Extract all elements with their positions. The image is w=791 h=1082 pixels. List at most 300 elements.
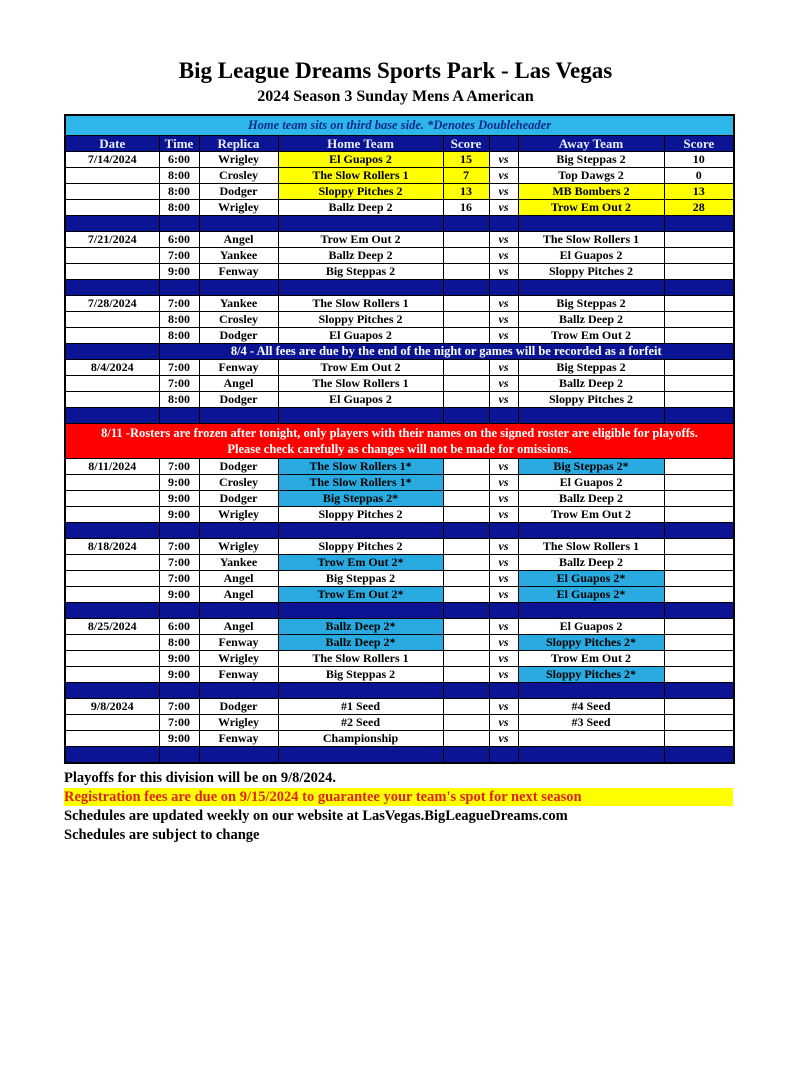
away-team-cell: Big Steppas 2* bbox=[518, 459, 664, 475]
time-cell: 9:00 bbox=[159, 651, 199, 667]
fees-banner-text: 8/4 - All fees are due by the end of the night or games will be recorded as a forfeit bbox=[159, 344, 734, 360]
home-score-cell bbox=[443, 475, 489, 491]
vs-cell: vs bbox=[489, 264, 518, 280]
replica-cell: Fenway bbox=[199, 667, 278, 683]
time-cell: 9:00 bbox=[159, 264, 199, 280]
date-cell: 7/14/2024 bbox=[65, 152, 159, 168]
home-team-cell: #1 Seed bbox=[278, 699, 443, 715]
date-cell bbox=[65, 376, 159, 392]
date-cell bbox=[65, 507, 159, 523]
home-team-cell: The Slow Rollers 1 bbox=[278, 168, 443, 184]
game-row bbox=[65, 587, 734, 603]
separator-cell bbox=[443, 216, 489, 232]
separator-cell bbox=[518, 216, 664, 232]
game-row bbox=[65, 312, 734, 328]
home-team-cell: Sloppy Pitches 2 bbox=[278, 507, 443, 523]
home-score-cell bbox=[443, 376, 489, 392]
separator-row bbox=[65, 603, 734, 619]
vs-cell: vs bbox=[489, 635, 518, 651]
home-score-cell bbox=[443, 392, 489, 408]
home-team-cell: #2 Seed bbox=[278, 715, 443, 731]
vs-cell: vs bbox=[489, 200, 518, 216]
date-cell bbox=[65, 651, 159, 667]
away-score-cell: 10 bbox=[664, 152, 734, 168]
replica-cell: Fenway bbox=[199, 635, 278, 651]
away-team-cell: Big Steppas 2 bbox=[518, 296, 664, 312]
away-team-cell: The Slow Rollers 1 bbox=[518, 539, 664, 555]
separator-cell bbox=[65, 408, 159, 424]
date-cell: 9/8/2024 bbox=[65, 699, 159, 715]
game-row bbox=[65, 475, 734, 491]
header-row bbox=[65, 136, 734, 152]
game-row bbox=[65, 699, 734, 715]
home-team-cell: Trow Em Out 2* bbox=[278, 587, 443, 603]
separator-cell bbox=[199, 216, 278, 232]
away-score-cell bbox=[664, 328, 734, 344]
away-team-cell: Big Steppas 2 bbox=[518, 360, 664, 376]
home-score-cell bbox=[443, 587, 489, 603]
time-cell: 9:00 bbox=[159, 667, 199, 683]
home-team-cell: El Guapos 2 bbox=[278, 152, 443, 168]
replica-cell: Dodger bbox=[199, 699, 278, 715]
away-team-cell: #3 Seed bbox=[518, 715, 664, 731]
away-team-cell: Sloppy Pitches 2 bbox=[518, 264, 664, 280]
separator-cell bbox=[278, 216, 443, 232]
home-team-cell: Sloppy Pitches 2 bbox=[278, 184, 443, 200]
separator-cell bbox=[199, 523, 278, 539]
replica-cell: Wrigley bbox=[199, 200, 278, 216]
vs-cell: vs bbox=[489, 619, 518, 635]
separator-cell bbox=[65, 683, 159, 699]
vs-cell: vs bbox=[489, 312, 518, 328]
replica-cell: Dodger bbox=[199, 328, 278, 344]
separator-cell bbox=[159, 683, 199, 699]
playoffs-note: Playoffs for this division will be on 9/8/2024. bbox=[64, 770, 337, 786]
time-cell: 8:00 bbox=[159, 328, 199, 344]
game-row bbox=[65, 731, 734, 747]
date-cell bbox=[65, 475, 159, 491]
vs-cell: vs bbox=[489, 507, 518, 523]
separator-cell bbox=[489, 280, 518, 296]
vs-cell: vs bbox=[489, 587, 518, 603]
home-team-cell: El Guapos 2 bbox=[278, 328, 443, 344]
vs-cell: vs bbox=[489, 491, 518, 507]
date-cell: 8/25/2024 bbox=[65, 619, 159, 635]
away-team-cell: Sloppy Pitches 2 bbox=[518, 392, 664, 408]
away-team-cell: Sloppy Pitches 2* bbox=[518, 635, 664, 651]
replica-cell: Angel bbox=[199, 232, 278, 248]
away-score-cell bbox=[664, 667, 734, 683]
home-score-cell bbox=[443, 651, 489, 667]
away-score-cell bbox=[664, 392, 734, 408]
away-score-cell bbox=[664, 491, 734, 507]
fees-banner-row bbox=[65, 344, 734, 360]
separator-cell bbox=[65, 523, 159, 539]
home-score-cell bbox=[443, 328, 489, 344]
vs-cell: vs bbox=[489, 232, 518, 248]
time-cell: 8:00 bbox=[159, 184, 199, 200]
vs-cell: vs bbox=[489, 539, 518, 555]
away-team-cell: The Slow Rollers 1 bbox=[518, 232, 664, 248]
away-score-cell: 28 bbox=[664, 200, 734, 216]
separator-cell bbox=[518, 280, 664, 296]
game-row bbox=[65, 667, 734, 683]
home-score-cell bbox=[443, 731, 489, 747]
date-cell: 8/18/2024 bbox=[65, 539, 159, 555]
home-team-cell: Big Steppas 2* bbox=[278, 491, 443, 507]
vs-cell: vs bbox=[489, 459, 518, 475]
home-score-cell: 7 bbox=[443, 168, 489, 184]
vs-cell: vs bbox=[489, 296, 518, 312]
date-cell bbox=[65, 555, 159, 571]
game-row bbox=[65, 619, 734, 635]
home-team-cell: Trow Em Out 2 bbox=[278, 232, 443, 248]
home-team-cell: The Slow Rollers 1* bbox=[278, 459, 443, 475]
home-score-cell bbox=[443, 248, 489, 264]
time-cell: 8:00 bbox=[159, 392, 199, 408]
time-cell: 7:00 bbox=[159, 360, 199, 376]
roster-banner-line: Please check carefully as changes will not be made for omissions. bbox=[227, 442, 572, 456]
page-title: Big League Dreams Sports Park - Las Vegas bbox=[178, 58, 613, 83]
away-score-cell bbox=[664, 312, 734, 328]
column-header-3: Replica bbox=[199, 136, 278, 152]
column-header-1: Date bbox=[65, 136, 159, 152]
separator-cell bbox=[65, 603, 159, 619]
home-team-cell: Trow Em Out 2 bbox=[278, 360, 443, 376]
time-cell: 8:00 bbox=[159, 200, 199, 216]
replica-cell: Fenway bbox=[199, 360, 278, 376]
away-score-cell bbox=[664, 232, 734, 248]
separator-cell bbox=[489, 216, 518, 232]
game-row bbox=[65, 491, 734, 507]
separator-cell bbox=[199, 747, 278, 764]
home-team-cell: The Slow Rollers 1 bbox=[278, 376, 443, 392]
home-score-cell bbox=[443, 312, 489, 328]
replica-cell: Fenway bbox=[199, 264, 278, 280]
away-team-cell: Trow Em Out 2 bbox=[518, 507, 664, 523]
home-score-cell bbox=[443, 555, 489, 571]
home-team-cell: The Slow Rollers 1* bbox=[278, 475, 443, 491]
date-cell bbox=[65, 715, 159, 731]
date-cell bbox=[65, 184, 159, 200]
time-cell: 7:00 bbox=[159, 459, 199, 475]
replica-cell: Crosley bbox=[199, 475, 278, 491]
page-subtitle: 2024 Season 3 Sunday Mens A American bbox=[257, 88, 534, 105]
home-score-cell bbox=[443, 635, 489, 651]
home-team-cell: Ballz Deep 2* bbox=[278, 635, 443, 651]
separator-row bbox=[65, 683, 734, 699]
date-cell bbox=[65, 571, 159, 587]
separator-cell bbox=[443, 408, 489, 424]
away-team-cell: Ballz Deep 2 bbox=[518, 491, 664, 507]
replica-cell: Wrigley bbox=[199, 152, 278, 168]
separator-cell bbox=[159, 216, 199, 232]
time-cell: 6:00 bbox=[159, 232, 199, 248]
home-team-cell: Big Steppas 2 bbox=[278, 571, 443, 587]
separator-cell bbox=[518, 408, 664, 424]
game-row bbox=[65, 360, 734, 376]
registration-note: Registration fees are due on 9/15/2024 to guarantee your team's spot for next season bbox=[64, 788, 733, 806]
time-cell: 7:00 bbox=[159, 699, 199, 715]
separator-cell bbox=[443, 603, 489, 619]
separator-cell bbox=[489, 408, 518, 424]
home-score-cell bbox=[443, 296, 489, 312]
home-score-cell bbox=[443, 232, 489, 248]
replica-cell: Dodger bbox=[199, 392, 278, 408]
game-row bbox=[65, 152, 734, 168]
separator-cell bbox=[664, 408, 734, 424]
home-score-cell bbox=[443, 507, 489, 523]
game-row bbox=[65, 392, 734, 408]
fees-banner-date-cell bbox=[65, 344, 159, 360]
date-cell: 8/11/2024 bbox=[65, 459, 159, 475]
date-cell bbox=[65, 168, 159, 184]
separator-cell bbox=[443, 683, 489, 699]
separator-cell bbox=[664, 603, 734, 619]
home-score-cell bbox=[443, 459, 489, 475]
away-team-cell: Ballz Deep 2 bbox=[518, 555, 664, 571]
game-row bbox=[65, 715, 734, 731]
separator-row bbox=[65, 747, 734, 764]
time-cell: 8:00 bbox=[159, 635, 199, 651]
vs-cell: vs bbox=[489, 184, 518, 200]
away-score-cell bbox=[664, 587, 734, 603]
separator-cell bbox=[278, 747, 443, 764]
time-cell: 9:00 bbox=[159, 475, 199, 491]
game-row bbox=[65, 264, 734, 280]
away-team-cell: Trow Em Out 2 bbox=[518, 328, 664, 344]
column-header-2: Time bbox=[159, 136, 199, 152]
time-cell: 7:00 bbox=[159, 571, 199, 587]
home-team-cell: Sloppy Pitches 2 bbox=[278, 539, 443, 555]
home-score-cell bbox=[443, 264, 489, 280]
away-team-cell bbox=[518, 731, 664, 747]
away-team-cell: Sloppy Pitches 2* bbox=[518, 667, 664, 683]
away-team-cell: El Guapos 2 bbox=[518, 475, 664, 491]
date-cell bbox=[65, 491, 159, 507]
away-score-cell bbox=[664, 248, 734, 264]
column-header-8: Score bbox=[664, 136, 734, 152]
column-header-4: Home Team bbox=[278, 136, 443, 152]
game-row bbox=[65, 571, 734, 587]
away-team-cell: Ballz Deep 2 bbox=[518, 376, 664, 392]
game-row bbox=[65, 651, 734, 667]
vs-cell: vs bbox=[489, 651, 518, 667]
separator-cell bbox=[159, 747, 199, 764]
away-team-cell: Big Steppas 2 bbox=[518, 152, 664, 168]
away-score-cell: 0 bbox=[664, 168, 734, 184]
separator-cell bbox=[443, 280, 489, 296]
date-cell bbox=[65, 392, 159, 408]
replica-cell: Yankee bbox=[199, 296, 278, 312]
vs-cell: vs bbox=[489, 699, 518, 715]
home-score-cell bbox=[443, 571, 489, 587]
home-team-cell: The Slow Rollers 1 bbox=[278, 651, 443, 667]
home-team-cell: Big Steppas 2 bbox=[278, 264, 443, 280]
separator-cell bbox=[518, 523, 664, 539]
home-team-cell: Ballz Deep 2 bbox=[278, 200, 443, 216]
time-cell: 9:00 bbox=[159, 731, 199, 747]
website-note: Schedules are updated weekly on our website at LasVegas.BigLeagueDreams.com bbox=[64, 808, 568, 824]
column-header-5: Score bbox=[443, 136, 489, 152]
separator-cell bbox=[664, 747, 734, 764]
separator-cell bbox=[159, 280, 199, 296]
away-score-cell bbox=[664, 475, 734, 491]
home-team-cell: Big Steppas 2 bbox=[278, 667, 443, 683]
separator-cell bbox=[159, 408, 199, 424]
vs-cell: vs bbox=[489, 555, 518, 571]
date-cell bbox=[65, 200, 159, 216]
separator-cell bbox=[518, 683, 664, 699]
schedule-table bbox=[64, 114, 735, 764]
time-cell: 7:00 bbox=[159, 555, 199, 571]
replica-cell: Wrigley bbox=[199, 507, 278, 523]
date-cell bbox=[65, 587, 159, 603]
footer-notes bbox=[64, 769, 733, 844]
home-team-cell: El Guapos 2 bbox=[278, 392, 443, 408]
vs-cell: vs bbox=[489, 392, 518, 408]
date-cell: 7/21/2024 bbox=[65, 232, 159, 248]
away-team-cell: Ballz Deep 2 bbox=[518, 312, 664, 328]
time-cell: 9:00 bbox=[159, 491, 199, 507]
replica-cell: Wrigley bbox=[199, 539, 278, 555]
separator-cell bbox=[278, 523, 443, 539]
separator-row bbox=[65, 523, 734, 539]
time-cell: 7:00 bbox=[159, 296, 199, 312]
change-note: Schedules are subject to change bbox=[64, 827, 260, 843]
separator-cell bbox=[664, 523, 734, 539]
home-team-cell: Ballz Deep 2* bbox=[278, 619, 443, 635]
home-score-cell bbox=[443, 360, 489, 376]
vs-cell: vs bbox=[489, 667, 518, 683]
away-score-cell bbox=[664, 555, 734, 571]
separator-cell bbox=[199, 408, 278, 424]
separator-row bbox=[65, 408, 734, 424]
game-row bbox=[65, 539, 734, 555]
separator-cell bbox=[65, 216, 159, 232]
away-score-cell bbox=[664, 635, 734, 651]
separator-cell bbox=[489, 747, 518, 764]
away-score-cell bbox=[664, 715, 734, 731]
time-cell: 6:00 bbox=[159, 152, 199, 168]
time-cell: 7:00 bbox=[159, 248, 199, 264]
separator-cell bbox=[443, 747, 489, 764]
away-score-cell bbox=[664, 699, 734, 715]
separator-cell bbox=[518, 747, 664, 764]
away-team-cell: #4 Seed bbox=[518, 699, 664, 715]
separator-cell bbox=[199, 603, 278, 619]
home-score-cell: 15 bbox=[443, 152, 489, 168]
vs-cell: vs bbox=[489, 168, 518, 184]
home-score-cell: 13 bbox=[443, 184, 489, 200]
replica-cell: Crosley bbox=[199, 312, 278, 328]
separator-cell bbox=[664, 280, 734, 296]
date-cell bbox=[65, 248, 159, 264]
separator-cell bbox=[159, 603, 199, 619]
separator-cell bbox=[518, 603, 664, 619]
away-score-cell bbox=[664, 376, 734, 392]
separator-cell bbox=[278, 603, 443, 619]
date-cell bbox=[65, 312, 159, 328]
away-team-cell: El Guapos 2* bbox=[518, 587, 664, 603]
away-score-cell bbox=[664, 619, 734, 635]
time-cell: 9:00 bbox=[159, 507, 199, 523]
vs-cell: vs bbox=[489, 475, 518, 491]
date-cell bbox=[65, 731, 159, 747]
replica-cell: Dodger bbox=[199, 184, 278, 200]
separator-row bbox=[65, 280, 734, 296]
game-row bbox=[65, 232, 734, 248]
separator-cell bbox=[489, 523, 518, 539]
separator-cell bbox=[278, 683, 443, 699]
roster-banner-text bbox=[65, 424, 734, 459]
home-score-cell: 16 bbox=[443, 200, 489, 216]
away-team-cell: El Guapos 2 bbox=[518, 619, 664, 635]
game-row bbox=[65, 184, 734, 200]
home-score-cell bbox=[443, 539, 489, 555]
home-score-cell bbox=[443, 491, 489, 507]
away-score-cell bbox=[664, 539, 734, 555]
table-note-banner bbox=[65, 115, 734, 136]
vs-cell: vs bbox=[489, 152, 518, 168]
separator-cell bbox=[159, 523, 199, 539]
home-score-cell bbox=[443, 715, 489, 731]
replica-cell: Wrigley bbox=[199, 651, 278, 667]
replica-cell: Yankee bbox=[199, 555, 278, 571]
replica-cell: Wrigley bbox=[199, 715, 278, 731]
column-header-6 bbox=[489, 136, 518, 152]
away-score-cell bbox=[664, 360, 734, 376]
date-cell bbox=[65, 264, 159, 280]
game-row bbox=[65, 328, 734, 344]
separator-cell bbox=[65, 280, 159, 296]
replica-cell: Yankee bbox=[199, 248, 278, 264]
replica-cell: Angel bbox=[199, 587, 278, 603]
game-row bbox=[65, 635, 734, 651]
separator-cell bbox=[489, 683, 518, 699]
column-header-7: Away Team bbox=[518, 136, 664, 152]
vs-cell: vs bbox=[489, 376, 518, 392]
away-score-cell bbox=[664, 459, 734, 475]
replica-cell: Angel bbox=[199, 376, 278, 392]
replica-cell: Angel bbox=[199, 571, 278, 587]
separator-cell bbox=[278, 280, 443, 296]
away-team-cell: Top Dawgs 2 bbox=[518, 168, 664, 184]
time-cell: 8:00 bbox=[159, 312, 199, 328]
time-cell: 7:00 bbox=[159, 715, 199, 731]
date-cell: 8/4/2024 bbox=[65, 360, 159, 376]
game-row bbox=[65, 376, 734, 392]
time-cell: 7:00 bbox=[159, 376, 199, 392]
game-row bbox=[65, 200, 734, 216]
separator-row bbox=[65, 216, 734, 232]
away-score-cell bbox=[664, 571, 734, 587]
time-cell: 9:00 bbox=[159, 587, 199, 603]
date-cell bbox=[65, 635, 159, 651]
away-team-cell: Trow Em Out 2 bbox=[518, 651, 664, 667]
game-row bbox=[65, 459, 734, 475]
away-team-cell: El Guapos 2 bbox=[518, 248, 664, 264]
home-score-cell bbox=[443, 667, 489, 683]
separator-cell bbox=[199, 280, 278, 296]
away-score-cell bbox=[664, 296, 734, 312]
table-note-text: Home team sits on third base side. *Denotes Doubleheader bbox=[65, 115, 734, 136]
time-cell: 8:00 bbox=[159, 168, 199, 184]
away-team-cell: Trow Em Out 2 bbox=[518, 200, 664, 216]
vs-cell: vs bbox=[489, 328, 518, 344]
roster-banner-line: 8/11 -Rosters are frozen after tonight, only players with their names on the signed roster are eligible for playoffs. bbox=[101, 426, 698, 440]
roster-banner-row bbox=[65, 424, 734, 459]
